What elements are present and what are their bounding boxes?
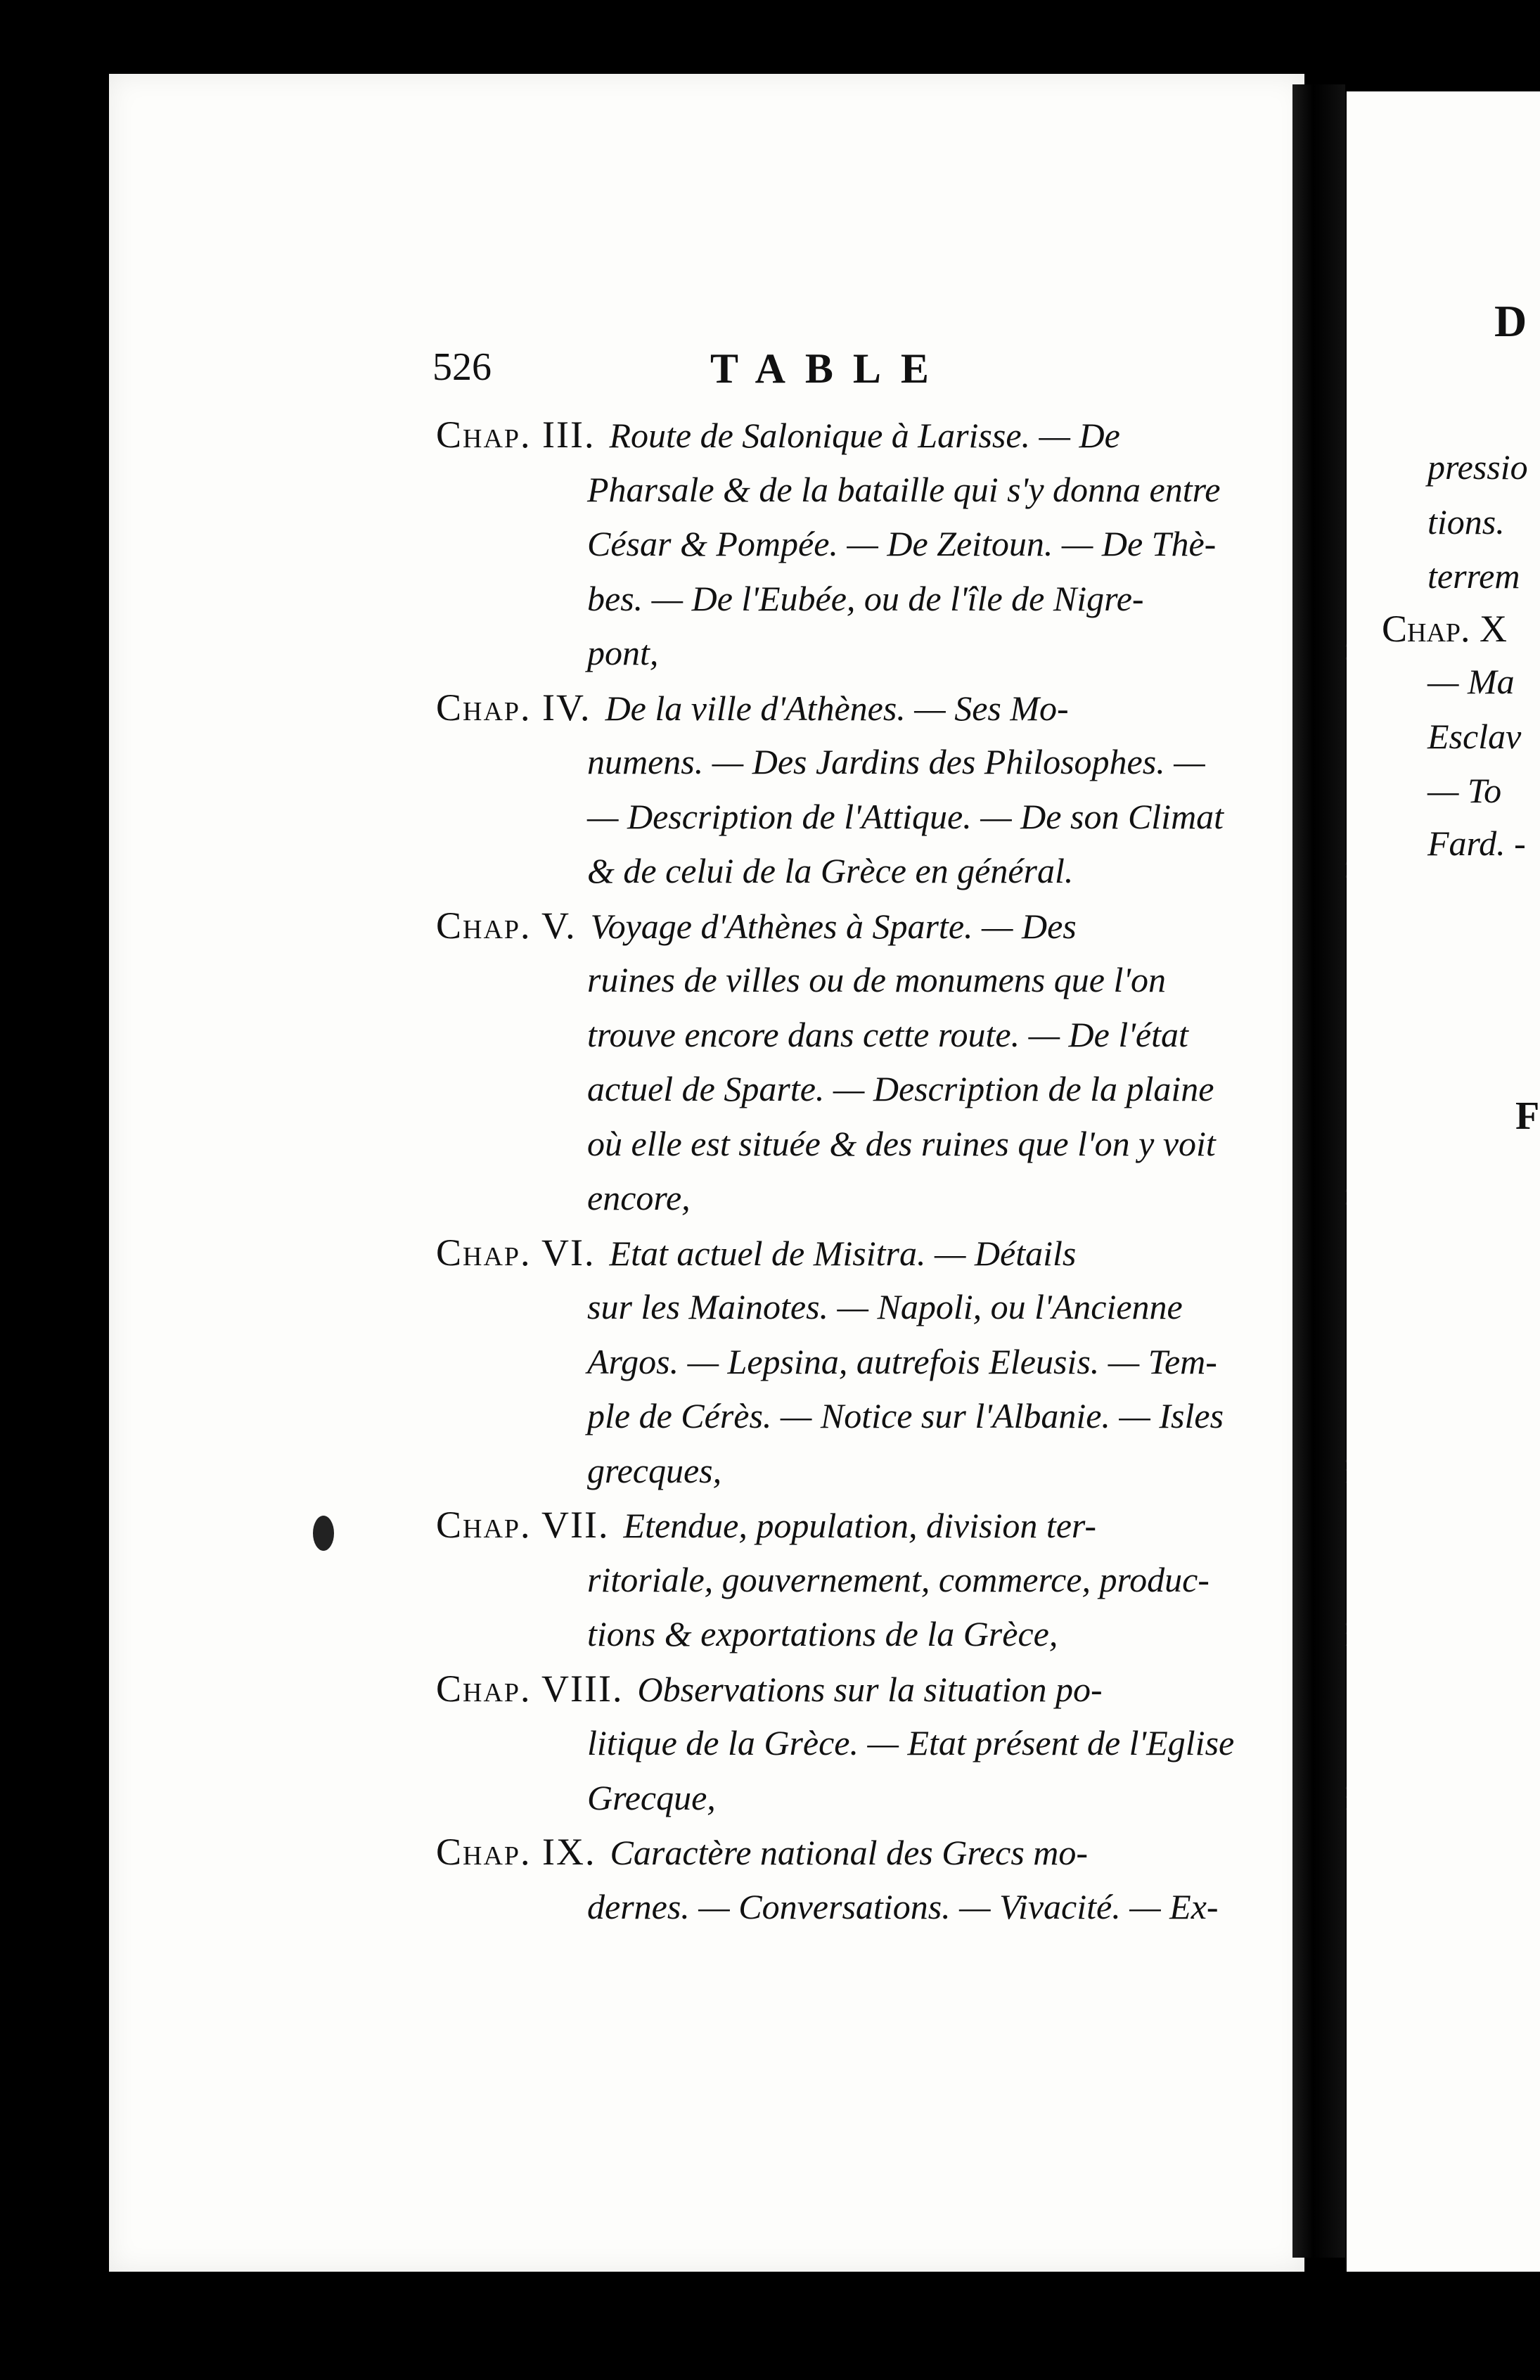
- chapter-label: Chap. IX.: [436, 1831, 596, 1873]
- entry-line: ruines de villes ou de monumens que l'on: [587, 960, 1167, 999]
- toc-entry-chap-9: [436, 1825, 1389, 1934]
- entry-line: litique de la Grèce. — Etat présent de l'Eglise: [587, 1723, 1235, 1762]
- chapter-label: Chap. IV.: [436, 686, 591, 729]
- facing-page-line: Fard. -: [1427, 824, 1526, 863]
- table-of-contents: [436, 408, 1389, 1934]
- facing-page-edge: [1347, 91, 1540, 2272]
- entry-line: César & Pompée. — De Zeitoun. — De Thè-: [587, 524, 1217, 563]
- toc-entry-chap-4: [436, 681, 1389, 899]
- entry-line: Caractère national des Grecs mo-: [610, 1833, 1089, 1872]
- facing-page-line: pressio: [1427, 447, 1528, 487]
- entry-line: Argos. — Lepsina, autrefois Eleusis. — Tem-: [587, 1341, 1217, 1381]
- entry-line: & de celui de la Grèce en général.: [587, 851, 1074, 890]
- facing-page-line: terrem: [1427, 556, 1520, 596]
- chapter-label: Chap. V.: [436, 904, 577, 947]
- entry-line: tions & exportations de la Grèce,: [587, 1614, 1058, 1653]
- entry-line: Etat actuel de Misitra. — Détails: [609, 1233, 1077, 1273]
- entry-line: Route de Salonique à Larisse. — De: [609, 416, 1120, 455]
- running-head-title: TABLE: [710, 345, 949, 392]
- entry-line: ritoriale, gouvernement, commerce, produc-: [587, 1559, 1209, 1599]
- entry-line: sur les Mainotes. — Napoli, ou l'Ancienne: [587, 1287, 1183, 1326]
- entry-line: ple de Cérès. — Notice sur l'Albanie. — Isles: [587, 1396, 1224, 1435]
- facing-page-line: tions.: [1427, 502, 1505, 542]
- facing-page-head: D: [1494, 296, 1527, 346]
- running-head: [109, 345, 1304, 401]
- ink-blot: [313, 1516, 334, 1551]
- entry-line: numens. — Des Jardins des Philosophes. —: [587, 742, 1205, 781]
- entry-line: encore,: [587, 1178, 691, 1217]
- toc-entry-chap-8: [436, 1662, 1389, 1826]
- toc-entry-chap-3: [436, 408, 1389, 681]
- chapter-label: Chap. VIII.: [436, 1667, 624, 1710]
- entry-line: trouve encore dans cette route. — De l'état: [587, 1014, 1188, 1054]
- book-gutter: [1292, 84, 1345, 2258]
- entry-line: Voyage d'Athènes à Sparte. — Des: [590, 906, 1077, 946]
- chapter-label: Chap. III.: [436, 414, 596, 456]
- entry-line: Observations sur la situation po-: [637, 1669, 1103, 1709]
- entry-line: grecques,: [587, 1450, 722, 1490]
- left-page: [109, 74, 1304, 2272]
- toc-entry-chap-6: [436, 1226, 1389, 1499]
- toc-entry-chap-5: [436, 899, 1389, 1226]
- entry-line: pont,: [587, 633, 659, 672]
- entry-line: Grecque,: [587, 1777, 716, 1817]
- page-number: 526: [432, 345, 492, 389]
- chapter-label: Chap. VII.: [436, 1504, 610, 1546]
- entry-line: Etendue, population, division ter-: [623, 1506, 1097, 1545]
- entry-line: actuel de Sparte. — Description de la plaine: [587, 1069, 1214, 1108]
- facing-page-line: — To: [1427, 771, 1502, 810]
- entry-line: dernes. — Conversations. — Vivacité. — Ex-: [587, 1886, 1219, 1926]
- toc-entry-chap-7: [436, 1498, 1389, 1662]
- entry-line: bes. — De l'Eubée, ou de l'île de Nigre-: [587, 578, 1144, 618]
- chapter-label: Chap. VI.: [436, 1231, 596, 1274]
- facing-page-line: — Ma: [1427, 662, 1515, 701]
- facing-page-line: Chap. X: [1382, 608, 1508, 650]
- facing-page-letter: F: [1515, 1094, 1540, 1138]
- entry-line: — Description de l'Attique. — De son Climat: [587, 796, 1224, 836]
- entry-line: où elle est située & des ruines que l'on y voit: [587, 1123, 1216, 1163]
- facing-page-line: Esclav: [1427, 717, 1522, 756]
- entry-line: Pharsale & de la bataille qui s'y donna entre: [587, 469, 1221, 509]
- entry-line: De la ville d'Athènes. — Ses Mo-: [605, 688, 1069, 728]
